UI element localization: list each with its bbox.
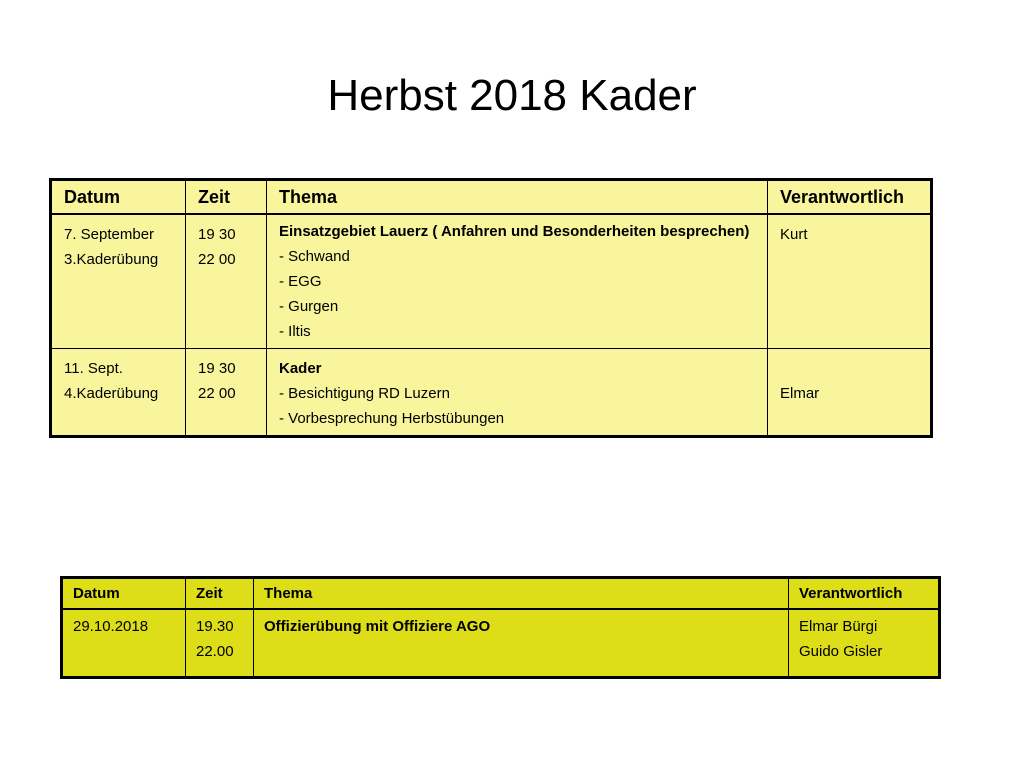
table-row (62, 609, 940, 678)
table-row (51, 214, 932, 349)
responsible-name: Elmar (780, 385, 820, 402)
header-thema: Thema (267, 180, 768, 215)
table-header-row (62, 578, 940, 610)
header-zeit: Zeit (186, 180, 267, 215)
thema-item: - Gurgen (279, 298, 339, 315)
cell-verantwortlich (768, 349, 932, 437)
header-verantwortlich: Verantwortlich (768, 180, 932, 215)
page-title: Herbst 2018 Kader (327, 71, 697, 120)
thema-item: - Vorbesprechung Herbstübungen (279, 410, 505, 427)
exercise-text: 4.Kaderübung (64, 385, 159, 402)
start-time: 19 30 (198, 360, 236, 377)
header-datum: Datum (51, 180, 186, 215)
cell-datum (62, 609, 186, 678)
exercise-text: 3.Kaderübung (64, 251, 159, 268)
schedule-table-kader (49, 178, 933, 438)
responsible-name: Kurt (780, 226, 808, 243)
cell-thema (254, 609, 789, 678)
cell-thema (267, 214, 768, 349)
thema-item: - Schwand (279, 248, 350, 265)
cell-zeit (186, 349, 267, 437)
responsible-name: Elmar Bürgi (799, 618, 878, 635)
schedule-table-offiziere (60, 576, 941, 679)
table-header-row (51, 180, 932, 215)
date-text: 29.10.2018 (73, 618, 149, 635)
end-time: 22 00 (198, 385, 236, 402)
start-time: 19.30 (196, 618, 234, 635)
thema-item: - EGG (279, 273, 322, 290)
thema-item: - Besichtigung RD Luzern (279, 385, 450, 402)
header-verantwortlich: Verantwortlich (789, 578, 940, 610)
end-time: 22 00 (198, 251, 236, 268)
thema-heading: Einsatzgebiet Lauerz ( Anfahren und Besonderheiten besprechen) (279, 223, 750, 240)
end-time: 22.00 (196, 643, 234, 660)
date-text: 11. Sept. (64, 360, 123, 377)
cell-zeit (186, 214, 267, 349)
thema-heading: Kader (279, 360, 322, 377)
table-row (51, 349, 932, 437)
thema-heading: Offizierübung mit Offiziere AGO (264, 618, 491, 635)
header-zeit: Zeit (186, 578, 254, 610)
cell-datum (51, 214, 186, 349)
cell-datum (51, 349, 186, 437)
header-thema: Thema (254, 578, 789, 610)
date-text: 7. September (64, 226, 155, 243)
cell-verantwortlich (789, 609, 940, 678)
responsible-name: Guido Gisler (799, 643, 883, 660)
start-time: 19 30 (198, 226, 236, 243)
cell-zeit (186, 609, 254, 678)
header-datum: Datum (62, 578, 186, 610)
cell-verantwortlich (768, 214, 932, 349)
cell-thema (267, 349, 768, 437)
thema-item: - Iltis (279, 323, 311, 340)
